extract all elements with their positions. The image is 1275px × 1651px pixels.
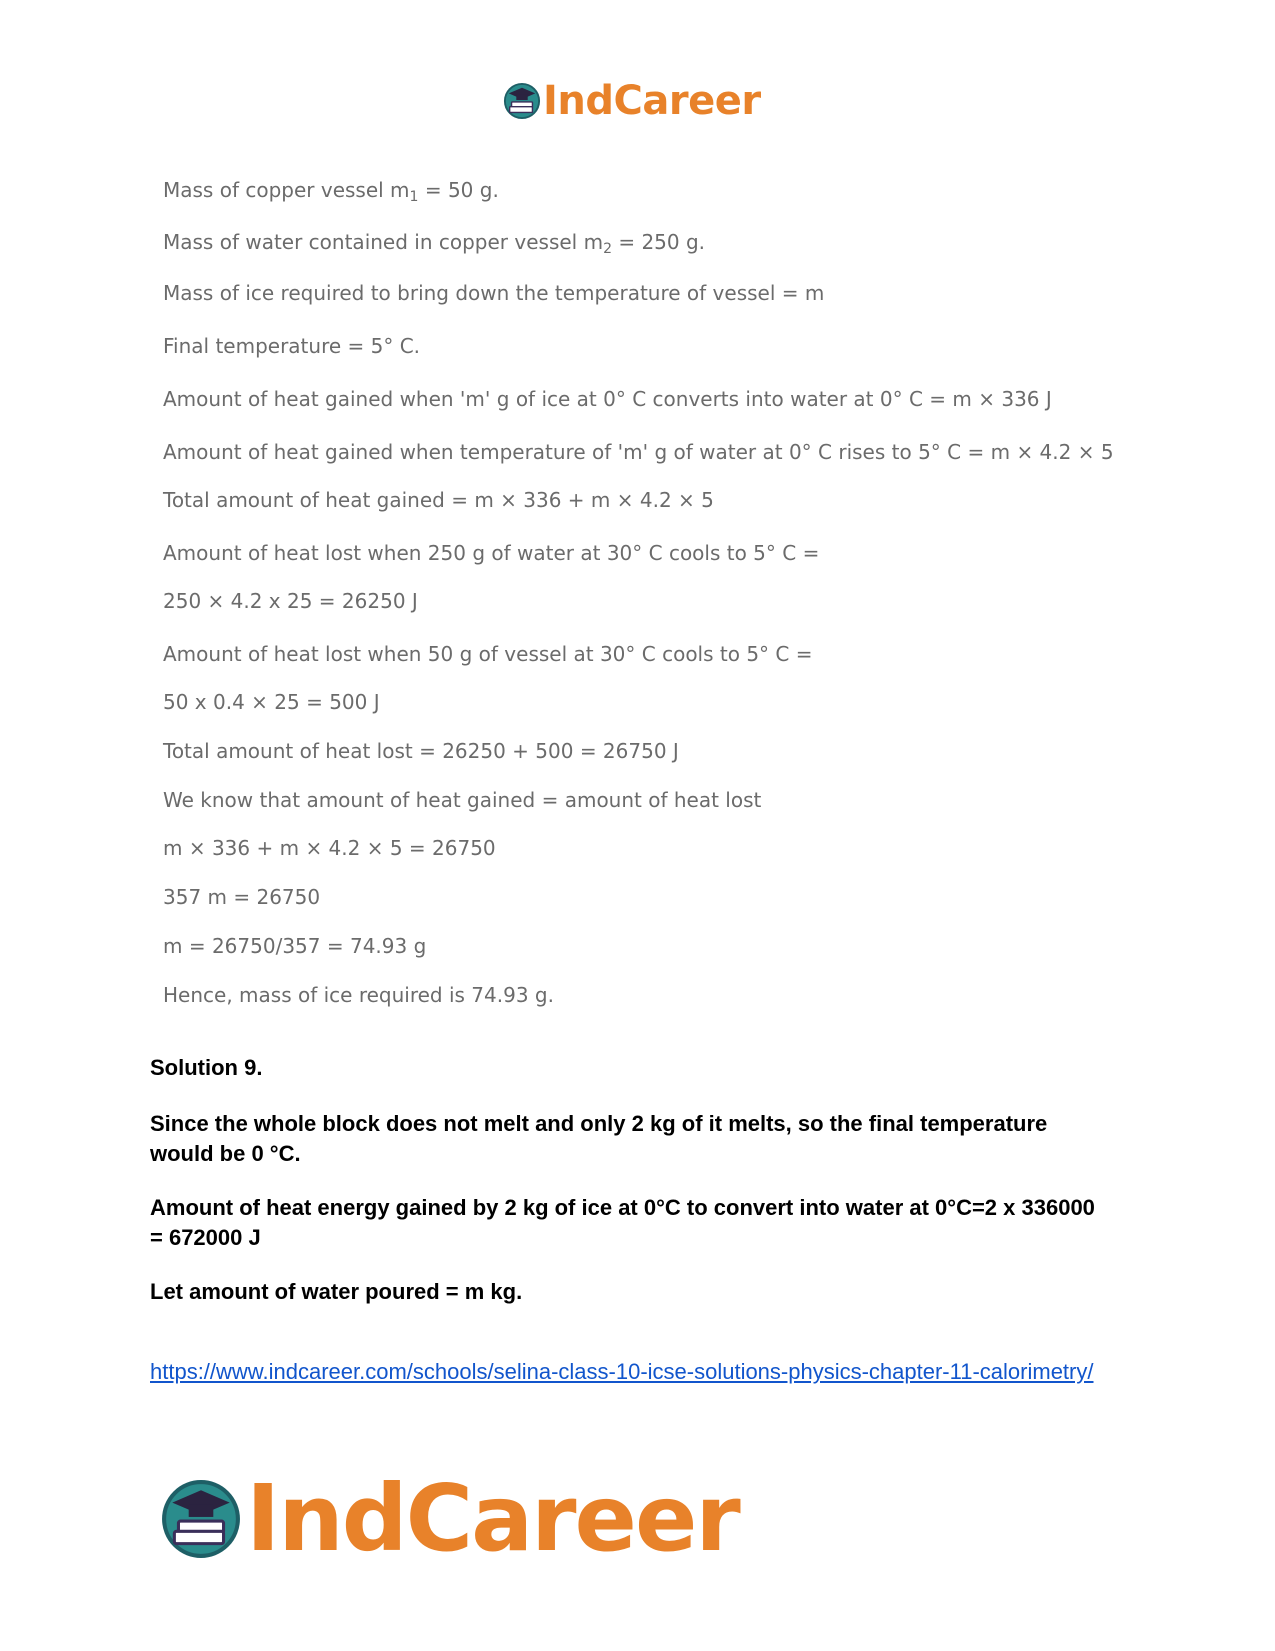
graduation-globe-icon xyxy=(503,82,541,120)
text-line: Mass of water contained in copper vessel $m_2 = 250$ g. xyxy=(163,230,706,257)
text-line: 357 m = 26750 xyxy=(163,885,321,909)
solution-paragraph: Since the whole block does not melt and only 2 kg of it melts, so the final temperature would be 0 °C. xyxy=(150,1111,1048,1166)
text-line: 50 x 0.4 × 25 = 500 J xyxy=(163,690,380,714)
indcareer-logo-header[interactable] xyxy=(503,78,761,124)
text-line: Total amount of heat lost = 26250 + 500 = 26750 J xyxy=(163,739,679,763)
logo-wordmark: IndCareer xyxy=(246,1465,739,1572)
text-line: m = 26750/357 = 74.93 g xyxy=(163,934,427,958)
indcareer-logo-footer[interactable] xyxy=(160,1465,739,1572)
text-line: Amount of heat lost when 50 g of vessel at 30° C cools to 5° C = xyxy=(163,642,813,666)
logo-wordmark: IndCareer xyxy=(543,78,761,124)
solution-heading: Solution 9. xyxy=(150,1055,263,1080)
solution-paragraph: Amount of heat energy gained by 2 kg of ice at 0°C to convert into water at 0°C=2 x 336000 = 672000 J xyxy=(150,1195,1095,1250)
text-line: Amount of heat gained when 'm' g of ice at 0° C converts into water at 0° C = m × 336 J xyxy=(163,387,1052,411)
graduation-globe-icon xyxy=(160,1478,242,1560)
text-line: Mass of ice required to bring down the temperature of vessel = m xyxy=(163,281,825,305)
text-line: Mass of copper vessel $m_1 = 50$ g. xyxy=(163,178,499,205)
source-link[interactable]: https://www.indcareer.com/schools/selina-class-10-icse-solutions-physics-chapter-11-calorimetry/ xyxy=(150,1359,1094,1384)
text-line: 250 × 4.2 x 25 = 26250 J xyxy=(163,589,418,613)
text-line: m × 336 + m × 4.2 × 5 = 26750 xyxy=(163,836,496,860)
text-line: Final temperature = 5° C. xyxy=(163,334,421,358)
solution-paragraph: Let amount of water poured = m kg. xyxy=(150,1279,523,1304)
text-line: Total amount of heat gained = m × 336 + m × 4.2 × 5 xyxy=(163,488,714,512)
text-line: Amount of heat gained when temperature of 'm' g of water at 0° C rises to 5° C = m × 4.2 × 5 xyxy=(163,440,1114,464)
text-line: Hence, mass of ice required is 74.93 g. xyxy=(163,983,554,1007)
text-line: We know that amount of heat gained = amount of heat lost xyxy=(163,788,762,812)
text-line: Amount of heat lost when 250 g of water at 30° C cools to 5° C = xyxy=(163,541,820,565)
